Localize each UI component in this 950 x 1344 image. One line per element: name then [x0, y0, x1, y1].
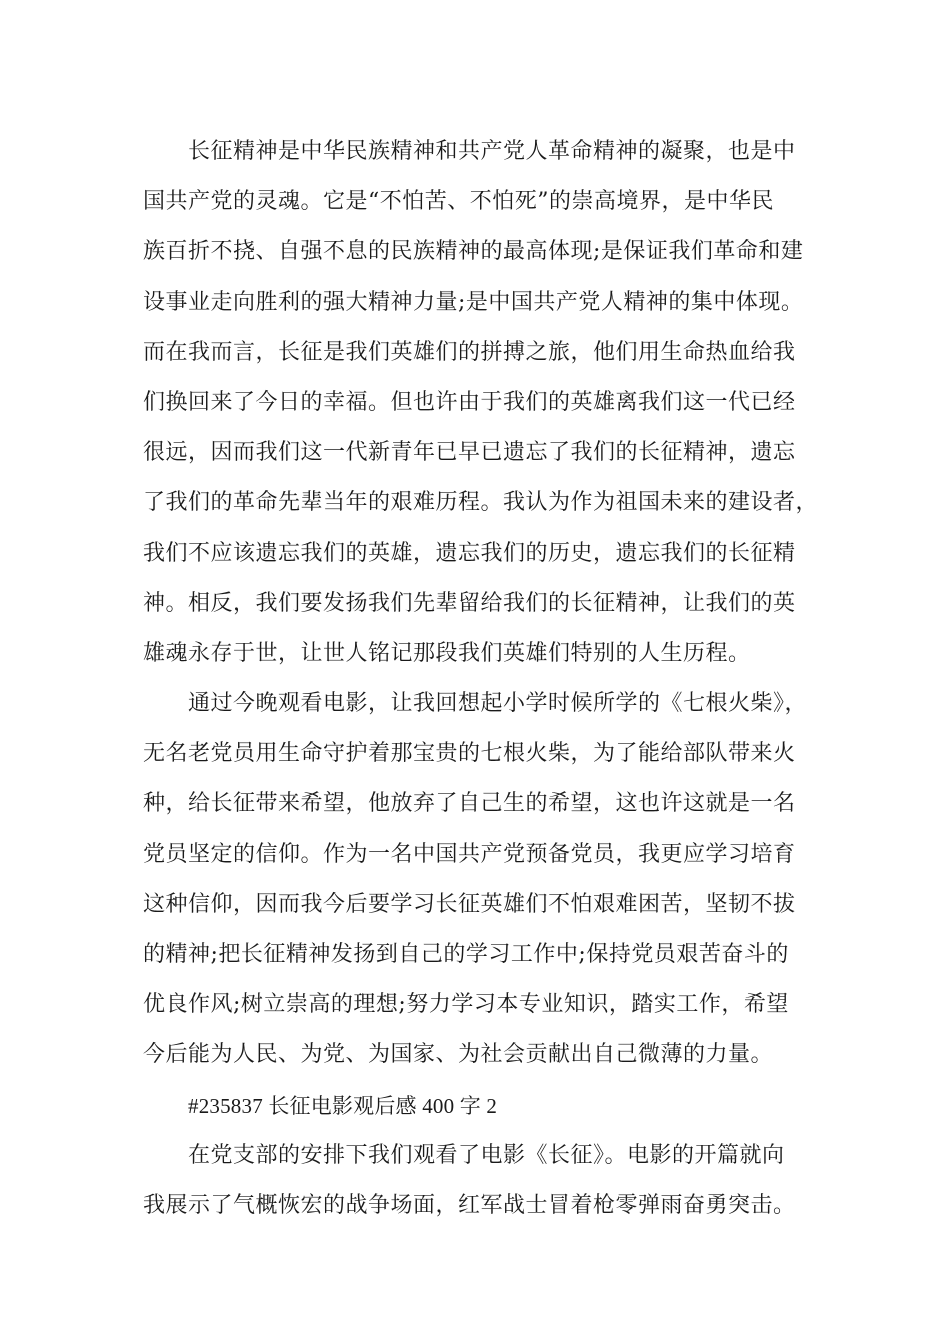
paragraph-line: 们换回来了今日的幸福。但也许由于我们的英雄离我们这一代已经: [143, 389, 796, 415]
paragraph-1: [143, 127, 823, 679]
paragraph-line: 这种信仰，因而我今后要学习长征英雄们不怕艰难困苦，坚韧不拔: [143, 891, 796, 917]
paragraph-3: [143, 1131, 823, 1231]
paragraph-line: 族百折不挠、自强不息的民族精神的最高体现;是保证我们革命和建: [143, 239, 804, 265]
paragraph-line: 在党支部的安排下我们观看了电影《长征》。电影的开篇就向: [188, 1142, 785, 1168]
paragraph-line: 国共产党的灵魂。它是“不怕苦、不怕死”的崇高境界，是中华民: [143, 189, 774, 215]
section-heading: [143, 1081, 823, 1131]
paragraph-line: 长征精神是中华民族精神和共产党人革命精神的凝聚，也是中: [188, 139, 796, 164]
paragraph-line: 通过今晚观看电影，让我回想起小学时候所学的《七根火柴》，: [188, 691, 808, 717]
paragraph-2: [143, 679, 823, 1081]
paragraph-line: 我们不应该遗忘我们的英雄，遗忘我们的历史，遗忘我们的长征精: [143, 540, 796, 566]
paragraph-line: 神。相反，我们要发扬我们先辈留给我们的长征精神，让我们的英: [143, 590, 796, 616]
paragraph-line: 种，给长征带来希望，他放弃了自己生的希望，这也许这就是一名: [143, 791, 796, 817]
paragraph-line: 优良作风;树立崇高的理想;努力学习本专业知识，踏实工作，希望: [143, 992, 789, 1018]
paragraph-line: 设事业走向胜利的强大精神力量;是中国共产党人精神的集中体现。: [143, 289, 804, 315]
paragraph-line: 而在我而言，长征是我们英雄们的拼搏之旅，他们用生命热血给我: [143, 339, 796, 365]
paragraph-line: 了我们的革命先辈当年的艰难历程。我认为作为祖国未来的建设者，: [143, 490, 819, 516]
paragraph-line: 我展示了气概恢宏的战争场面，红军战士冒着枪零弹雨奋勇突击。: [143, 1192, 796, 1218]
paragraph-line: 党员坚定的信仰。作为一名中国共产党预备党员，我更应学习培育: [143, 841, 796, 867]
paragraph-line: 今后能为人民、为党、为国家、为社会贡献出自己微薄的力量。: [143, 1042, 774, 1068]
paragraph-line: 雄魂永存于世，让世人铭记那段我们英雄们特别的人生历程。: [143, 640, 751, 666]
section-heading-text: #235837 长征电影观后感 400 字 2: [188, 1093, 498, 1118]
paragraph-line: 的精神;把长征精神发扬到自己的学习工作中;保持党员艰苦奋斗的: [143, 942, 789, 967]
paragraph-line: 无名老党员用生命守护着那宝贵的七根火柴，为了能给部队带来火: [143, 741, 796, 767]
document-body: [143, 127, 823, 1231]
paragraph-line: 很远，因而我们这一代新青年已早已遗忘了我们的长征精神，遗忘: [143, 440, 796, 466]
